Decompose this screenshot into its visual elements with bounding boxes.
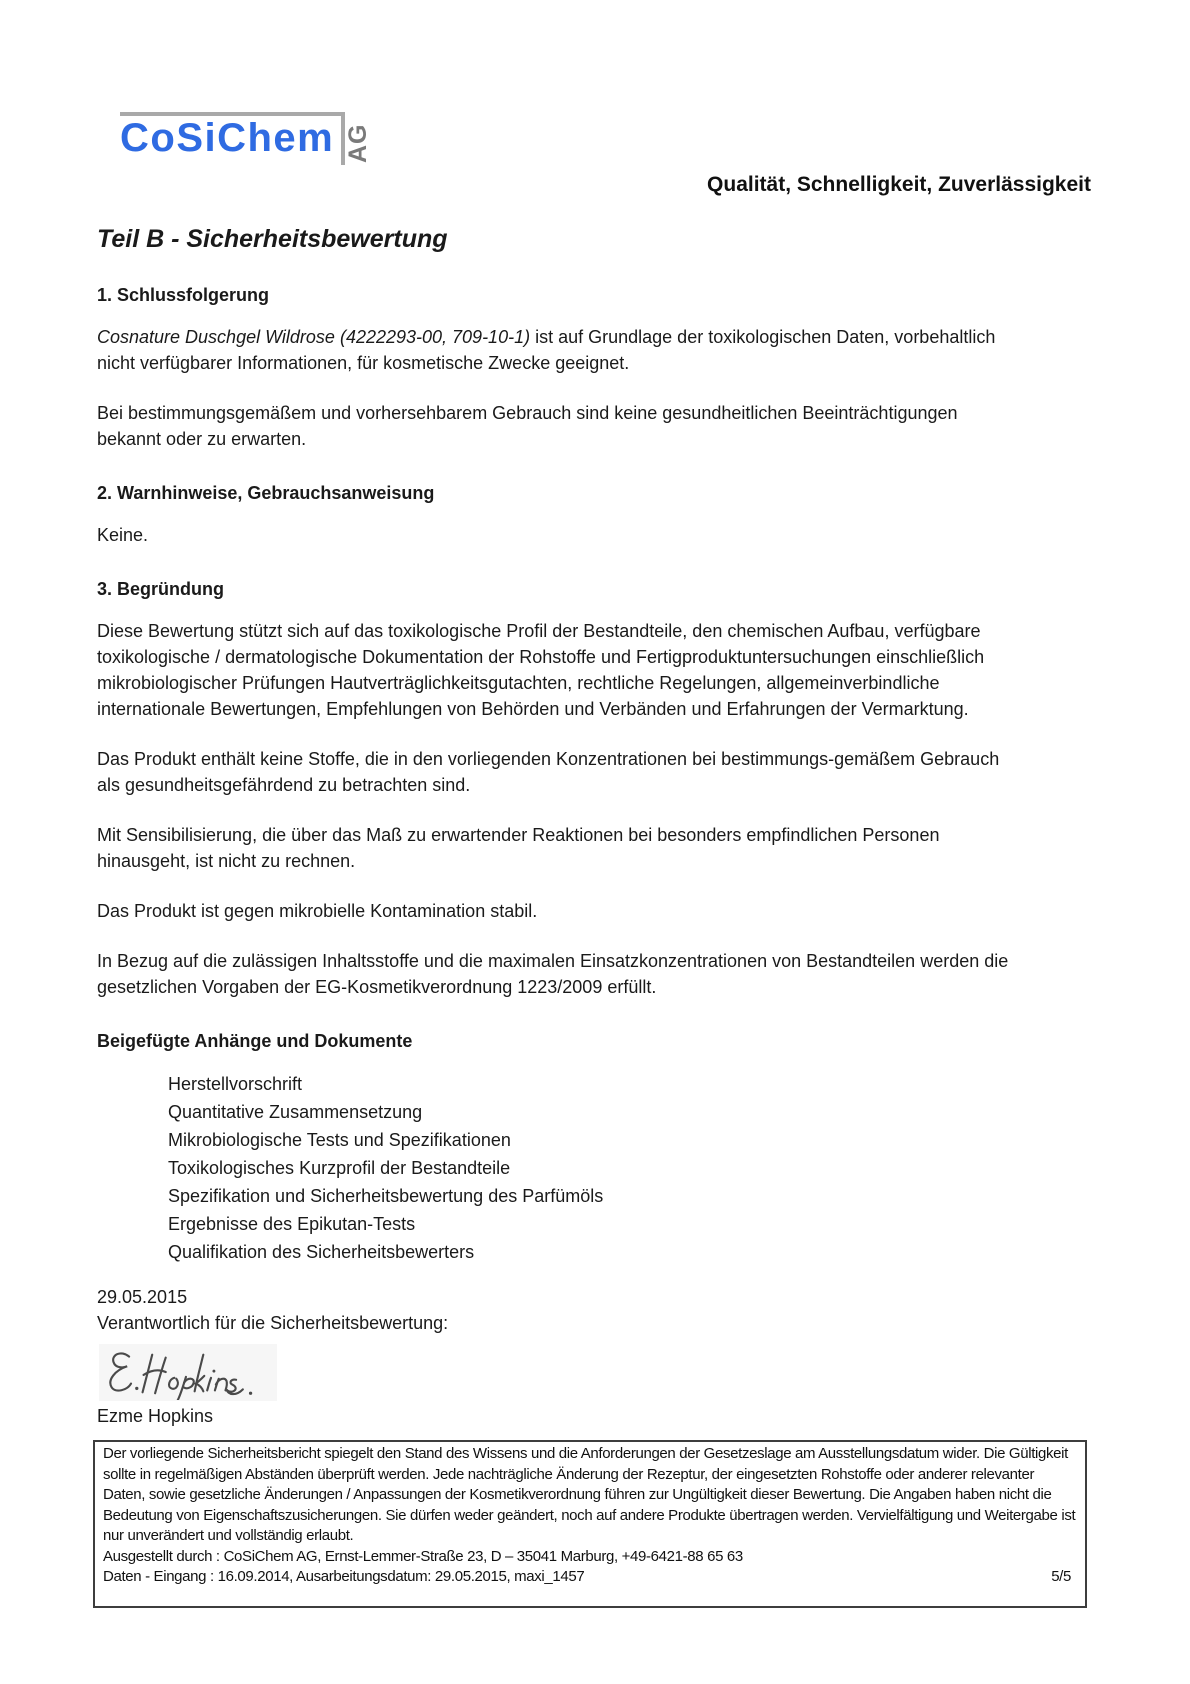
product-name: Cosnature Duschgel Wildrose (4222293-00, 709-10-1) bbox=[97, 327, 531, 347]
signature bbox=[99, 1344, 277, 1401]
printed-name: Ezme Hopkins bbox=[97, 1406, 214, 1426]
attachment-item: Spezifikation und Sicherheitsbewertung des Parfümöls bbox=[168, 1186, 604, 1206]
attachment-list bbox=[97, 1070, 1009, 1266]
logo-row bbox=[0, 0, 1190, 165]
logo-wordmark: CoSiChem bbox=[120, 116, 335, 160]
paragraph-justification-4: Das Produkt ist gegen mikrobielle Kontamination stabil. bbox=[97, 901, 538, 921]
paragraph-justification-5: In Bezug auf die zulässigen Inhaltsstoffe und die maximalen Einsatzkonzentrationen von Bestandteilen werden die gesetzlichen Vorgaben der EG-Kosmetikverordnung 1223/2009 erfüllt. bbox=[97, 951, 1009, 997]
attachment-item: Qualifikation des Sicherheitsbewerters bbox=[168, 1242, 475, 1262]
paragraph-warnings-1: Keine. bbox=[97, 525, 149, 545]
paragraph-justification-3: Mit Sensibilisierung, die über das Maß zu erwartender Reaktionen bei besonders empfindlichen Personen hinausgeht, ist nicht zu rechnen. bbox=[97, 825, 940, 871]
section-heading-attachments: Beigefügte Anhänge und Dokumente bbox=[97, 1031, 413, 1051]
logo-ag-suffix: AG bbox=[344, 123, 373, 163]
section-heading-warnings: 2. Warnhinweise, Gebrauchsanweisung bbox=[97, 483, 435, 503]
issue-date: 29.05.2015 bbox=[97, 1287, 188, 1307]
company-logo bbox=[120, 112, 375, 165]
paragraph-justification-2: Das Produkt enthält keine Stoffe, die in den vorliegenden Konzentrationen bei bestimmungs-gemäßem Gebrauch als gesundheitsgefährdend zu betrachten sind. bbox=[97, 749, 1000, 795]
footer-disclaimer-text: Der vorliegende Sicherheitsbericht spiegelt den Stand des Wissens und die Anforderungen der Gesetzeslage am Ausstellungsdatum wider. Die Gültigkeit sollte in regelmäßigen Abständen überprüft werden. Jede nachträgliche Änderung der Rezeptur, der eingesetzten Rohstoffe oder anderer relevanter Daten, sowie gesetzliche Änderungen / Anpassungen der Kosmetikverordnung führen zur Ungültigkeit dieser Bewertung. Die Angaben haben nicht die Bedeutung von Eigenschaftszusicherungen. Sie dürfen weder geändert, noch auf andere Produkte übertragen werden. Vervielfältigung und Weitergabe ist nur unverändert und vollständig erlaubt. bbox=[103, 1445, 1076, 1544]
footer-data-row bbox=[103, 1567, 1077, 1588]
section-heading-conclusion: 1. Schlussfolgerung bbox=[97, 285, 270, 305]
paragraph-conclusion-1 bbox=[97, 324, 1009, 376]
attachment-item: Herstellvorschrift bbox=[168, 1074, 303, 1094]
section-heading-justification: 3. Begründung bbox=[97, 579, 224, 599]
attachment-item: Quantitative Zusammensetzung bbox=[168, 1102, 423, 1122]
footer-disclaimer-box bbox=[93, 1440, 1087, 1608]
attachment-item: Ergebnisse des Epikutan-Tests bbox=[168, 1214, 416, 1234]
page-number: 5/5 bbox=[1051, 1568, 1071, 1585]
responsible-label: Verantwortlich für die Sicherheitsbewertung: bbox=[97, 1313, 449, 1333]
footer-data-line: Daten - Eingang : 16.09.2014, Ausarbeitungsdatum: 29.05.2015, maxi_1457 bbox=[103, 1568, 585, 1585]
attachment-item: Mikrobiologische Tests und Spezifikationen bbox=[168, 1130, 511, 1150]
logo-frame bbox=[120, 112, 345, 165]
page-title: Teil B - Sicherheitsbewertung bbox=[97, 225, 448, 253]
document-body bbox=[97, 224, 1009, 1429]
signature-image bbox=[99, 1346, 271, 1400]
paragraph-conclusion-1-text: ist auf Grundlage der toxikologischen Daten, vorbehaltlich nicht verfügbarer Informationen, für kosmetische Zwecke geeignet. bbox=[97, 327, 996, 373]
company-tagline: Qualität, Schnelligkeit, Zuverlässigkeit bbox=[707, 173, 1091, 196]
paragraph-conclusion-2: Bei bestimmungsgemäßem und vorhersehbarem Gebrauch sind keine gesundheitlichen Beeinträchtigungen bekannt oder zu erwarten. bbox=[97, 403, 958, 449]
signoff-block bbox=[97, 1284, 1009, 1429]
paragraph-justification-1: Diese Bewertung stützt sich auf das toxikologische Profil der Bestandteile, den chemischen Aufbau, verfügbare toxikologische / dermatologische Dokumentation der Rohstoffe und Fertigproduktuntersuchungen einschließlich mikrobiologischer Prüfungen Hautverträglichkeitsgutachten, rechtliche Regelungen, allgemeinverbindliche internationale Bewertungen, Empfehlungen von Behörden und Verbänden und Erfahrungen der Vermarktung. bbox=[97, 621, 985, 719]
footer-issued-by: Ausgestellt durch : CoSiChem AG, Ernst-Lemmer-Straße 23, D – 35041 Marburg, +49-6421-88 65 63 bbox=[103, 1547, 743, 1565]
attachment-item: Toxikologisches Kurzprofil der Bestandteile bbox=[168, 1158, 511, 1178]
